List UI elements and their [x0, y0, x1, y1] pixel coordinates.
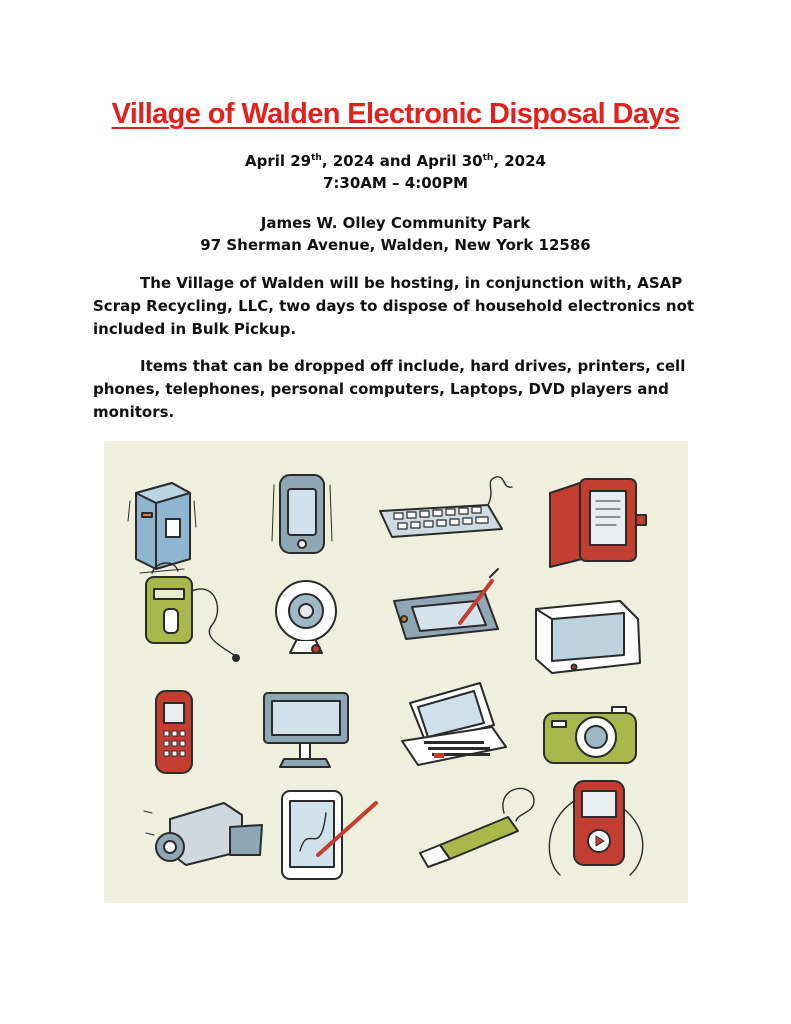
monitor-box-icon [536, 601, 640, 673]
graphics-tablet-icon [394, 569, 498, 639]
usb-drive-icon [420, 789, 534, 868]
page-title: Village of Walden Electronic Disposal Days [111, 98, 680, 130]
date1-year: , 2024 and [321, 152, 417, 170]
park-address: 97 Sherman Avenue, Walden, New York 12586 [200, 236, 591, 254]
intro-text: The Village of Walden will be hosting, in conjunction with, ASAP Scrap Recycling, LLC, two days to dispose of household electronics not included in Bulk Pickup. [93, 274, 695, 338]
event-location [0, 212, 791, 256]
intro-paragraph [93, 272, 703, 341]
date2-day: April 30 [416, 152, 483, 170]
laptop-icon [402, 683, 506, 765]
smartphone-icon [272, 475, 332, 553]
camcorder-icon [144, 803, 262, 865]
event-time: 7:30AM – 4:00PM [322, 174, 469, 192]
event-dates [0, 150, 791, 194]
items-text: Items that can be dropped off include, hard drives, printers, cell phones, telephones, personal computers, Laptops, DVD players and monitors. [93, 357, 686, 421]
date2-year: , 2024 [493, 152, 546, 170]
date1-suffix: th [311, 153, 322, 163]
date1-day: April 29 [244, 152, 312, 170]
computer-tower-icon [128, 483, 196, 573]
flat-monitor-icon [264, 693, 348, 767]
media-player-icon [549, 781, 642, 875]
mp3-player-icon [146, 563, 239, 661]
park-name: James W. Olley Community Park [260, 214, 531, 232]
tablet-stylus-icon [282, 791, 376, 879]
keyboard-icon [380, 477, 512, 537]
cell-phone-icon [156, 691, 192, 773]
items-paragraph [93, 355, 703, 424]
date2-suffix: th [482, 153, 494, 163]
ebook-reader-icon [550, 479, 646, 567]
camera-icon [544, 707, 636, 763]
webcam-icon [276, 581, 336, 653]
electronics-illustration [104, 441, 688, 903]
